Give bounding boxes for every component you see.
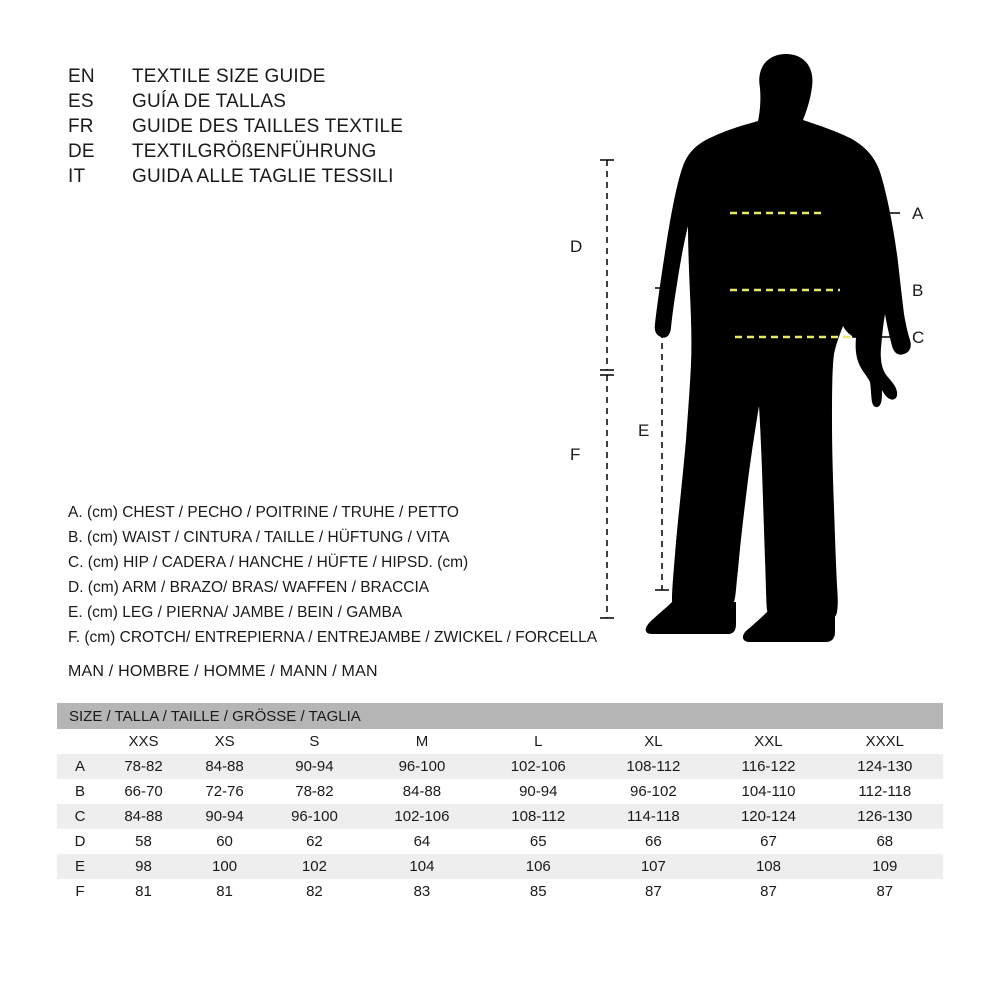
cell-a-m: 96-100 [364,754,480,779]
cell-d-xxl: 67 [710,829,826,854]
size-col-xxl: XXL [710,729,826,754]
measurement-legend [68,500,628,650]
cell-b-xxs: 66-70 [103,779,184,804]
cell-a-xxl: 116-122 [710,754,826,779]
cell-c-l: 108-112 [480,804,596,829]
dimension-label-c: C [912,328,925,347]
table-row [57,804,943,829]
cell-f-xxl: 87 [710,879,826,904]
title-block [68,64,548,189]
cell-d-s: 62 [265,829,364,854]
cell-a-xxxl: 124-130 [827,754,943,779]
table-row [57,754,943,779]
row-label-a: A [57,754,103,779]
cell-b-m: 84-88 [364,779,480,804]
cell-e-xxs: 98 [103,854,184,879]
size-row-corner [57,729,103,754]
size-col-xxxl: XXXL [827,729,943,754]
row-label-c: C [57,804,103,829]
cell-e-m: 104 [364,854,480,879]
dimension-label-a: A [912,204,924,223]
size-table-title: SIZE / TALLA / TAILLE / GRÖSSE / TAGLIA [57,703,943,729]
cell-f-l: 85 [480,879,596,904]
dimension-label-b: B [912,281,924,300]
table-row [57,854,943,879]
cell-e-s: 102 [265,854,364,879]
cell-c-m: 102-106 [364,804,480,829]
title-row [68,64,548,89]
row-label-f: F [57,879,103,904]
cell-e-xl: 107 [596,854,710,879]
table-row-sizes [57,729,943,754]
cell-e-xxxl: 109 [827,854,943,879]
legend-item-c: C. (cm) HIP / CADERA / HANCHE / HÜFTE / HIPSD. (cm) [68,554,469,571]
size-col-s: S [265,729,364,754]
size-col-xxs: XXS [103,729,184,754]
cell-c-s: 96-100 [265,804,364,829]
cell-d-xl: 66 [596,829,710,854]
size-col-m: M [364,729,480,754]
title-lang-it: IT [68,166,86,187]
crotch-dimension-bracket [600,375,614,618]
title-row [68,139,548,164]
cell-b-s: 78-82 [265,779,364,804]
cell-d-l: 65 [480,829,596,854]
title-lang-es: ES [68,91,94,112]
legend-item-a: A. (cm) CHEST / PECHO / POITRINE / TRUHE / PETTO [68,504,459,521]
cell-b-l: 90-94 [480,779,596,804]
cell-c-xxl: 120-124 [710,804,826,829]
cell-f-m: 83 [364,879,480,904]
cell-f-xxs: 81 [103,879,184,904]
table-header-row [57,703,943,729]
cell-b-xxxl: 112-118 [827,779,943,804]
size-table-head [57,703,943,729]
dimension-label-f: F [570,445,581,464]
cell-b-xxl: 104-110 [710,779,826,804]
size-col-xl: XL [596,729,710,754]
legend-item-f: F. (cm) CROTCH/ ENTREPIERNA / ENTREJAMBE / ZWICKEL / FORCELLA [68,629,598,646]
cell-d-xxxl: 68 [827,829,943,854]
cell-f-xl: 87 [596,879,710,904]
title-row [68,114,548,139]
cell-a-xxs: 78-82 [103,754,184,779]
size-diagram [560,30,980,670]
dimension-label-d: D [570,237,583,256]
dimension-label-e: E [638,421,650,440]
title-lang-en: EN [68,66,95,87]
cell-f-xs: 81 [184,879,265,904]
title-lang-de: DE [68,141,95,162]
table-row [57,829,943,854]
arm-dimension-bracket [600,160,614,370]
table-row [57,779,943,804]
man-silhouette [646,54,911,642]
row-label-e: E [57,854,103,879]
row-label-d: D [57,829,103,854]
title-text-fr: GUIDE DES TAILLES TEXTILE [132,116,404,137]
cell-e-xxl: 108 [710,854,826,879]
cell-d-m: 64 [364,829,480,854]
title-text-es: GUÍA DE TALLAS [132,91,287,112]
gender-label: MAN / HOMBRE / HOMME / MANN / MAN [68,663,378,680]
legend-item-b: B. (cm) WAIST / CINTURA / TAILLE / HÜFTUNG / VITA [68,529,450,546]
legend-item-e: E. (cm) LEG / PIERNA/ JAMBE / BEIN / GAMBA [68,604,403,621]
title-lang-fr: FR [68,116,94,137]
row-label-b: B [57,779,103,804]
cell-a-xs: 84-88 [184,754,265,779]
size-col-l: L [480,729,596,754]
cell-c-xxs: 84-88 [103,804,184,829]
cell-c-xs: 90-94 [184,804,265,829]
cell-a-s: 90-94 [265,754,364,779]
table-row [57,879,943,904]
title-text-de: TEXTILGRÖßENFÜHRUNG [132,141,377,162]
title-row [68,164,548,189]
cell-d-xxs: 58 [103,829,184,854]
cell-b-xs: 72-76 [184,779,265,804]
cell-c-xxxl: 126-130 [827,804,943,829]
title-text-it: GUIDA ALLE TAGLIE TESSILI [132,166,394,187]
size-col-xs: XS [184,729,265,754]
cell-c-xl: 114-118 [596,804,710,829]
title-text-en: TEXTILE SIZE GUIDE [132,66,326,87]
legend-item-d: D. (cm) ARM / BRAZO/ BRAS/ WAFFEN / BRACCIA [68,579,430,596]
cell-d-xs: 60 [184,829,265,854]
size-table [57,703,943,904]
cell-e-xs: 100 [184,854,265,879]
cell-f-s: 82 [265,879,364,904]
title-row [68,89,548,114]
cell-f-xxxl: 87 [827,879,943,904]
cell-b-xl: 96-102 [596,779,710,804]
cell-a-l: 102-106 [480,754,596,779]
cell-a-xl: 108-112 [596,754,710,779]
cell-e-l: 106 [480,854,596,879]
size-table-body [57,729,943,904]
